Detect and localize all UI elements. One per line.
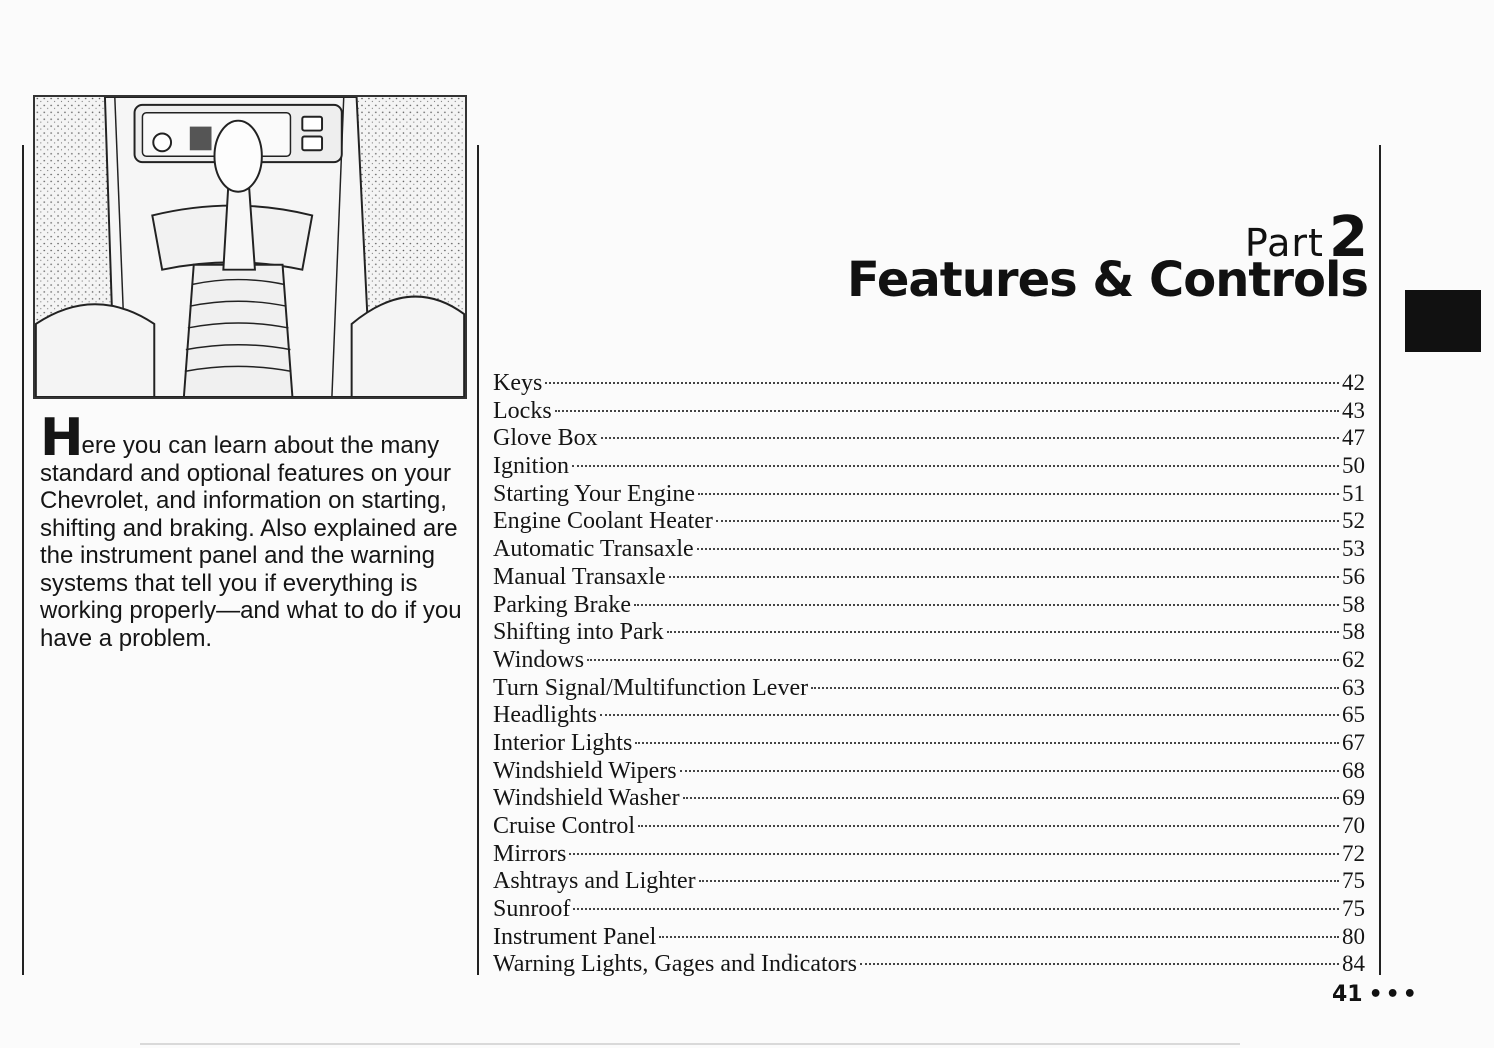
toc-page-number: 47: [1342, 425, 1365, 451]
toc-entry[interactable]: [493, 424, 1365, 452]
gear-shifter-illustration: [33, 95, 467, 399]
toc-page-number: 56: [1342, 563, 1365, 589]
dot-leader: [635, 742, 1339, 744]
toc-page-number: 58: [1342, 591, 1365, 617]
dot-leader: [683, 797, 1339, 799]
toc-page-number: 53: [1342, 536, 1365, 562]
toc-page-number: 75: [1342, 868, 1365, 894]
dot-leader: [680, 770, 1339, 772]
toc-topic: Shifting into Park: [493, 619, 664, 646]
toc-topic: Ashtrays and Lighter: [493, 868, 696, 895]
toc-topic: Interior Lights: [493, 729, 633, 756]
toc-entry[interactable]: [493, 840, 1365, 868]
toc-topic: Cruise Control: [493, 813, 635, 839]
toc-topic: Mirrors: [493, 840, 567, 867]
toc-page-number: 67: [1342, 729, 1365, 755]
toc-topic: Instrument Panel: [493, 923, 657, 950]
toc-page-number: 65: [1342, 702, 1365, 728]
toc-page-number: 58: [1342, 619, 1365, 645]
table-of-contents: [493, 369, 1365, 978]
dot-leader: [572, 465, 1339, 467]
drop-cap: H: [40, 408, 82, 468]
toc-page-number: 68: [1342, 757, 1365, 783]
gear-shifter-console-illustration: [35, 97, 465, 397]
dot-leader: [555, 410, 1339, 412]
toc-entry[interactable]: [493, 923, 1365, 951]
toc-entry[interactable]: [493, 646, 1365, 674]
toc-topic: Turn Signal/Multifunction Lever: [493, 674, 809, 701]
toc-topic: Keys: [493, 370, 543, 396]
part-number: 2: [1329, 205, 1368, 270]
toc-page-number: 70: [1342, 813, 1365, 838]
middle-column-rule: [477, 145, 479, 975]
dot-leader: [601, 437, 1339, 439]
toc-entry[interactable]: [493, 812, 1365, 840]
right-column-rule: [1379, 145, 1381, 975]
section-tab-marker: [1405, 290, 1481, 352]
toc-page-number: 50: [1342, 453, 1365, 479]
dot-leader: [697, 548, 1339, 550]
toc-entry[interactable]: [493, 452, 1365, 480]
dot-leader: [860, 963, 1339, 965]
toc-page-number: 43: [1342, 397, 1365, 423]
page-number: 41: [1332, 982, 1363, 1007]
toc-entry[interactable]: [493, 950, 1365, 978]
toc-page-number: 51: [1342, 480, 1365, 506]
toc-entry[interactable]: [493, 535, 1365, 563]
intro-paragraph: [40, 408, 470, 652]
toc-entry[interactable]: [493, 369, 1365, 397]
toc-page-number: 52: [1342, 508, 1365, 534]
toc-topic: Manual Transaxle: [493, 563, 666, 590]
dot-leader: [667, 631, 1339, 633]
dot-leader: [573, 908, 1339, 910]
left-column-rule: [22, 145, 24, 975]
toc-page-number: 80: [1342, 923, 1365, 949]
toc-topic: Starting Your Engine: [493, 480, 696, 507]
toc-page-number: 63: [1342, 674, 1365, 700]
toc-page-number: 42: [1342, 370, 1365, 395]
toc-entry[interactable]: [493, 701, 1365, 729]
toc-entry[interactable]: [493, 867, 1365, 895]
toc-entry[interactable]: [493, 784, 1365, 812]
dot-leader: [699, 880, 1339, 882]
toc-topic: Parking Brake: [493, 591, 631, 618]
dot-leader: [545, 382, 1339, 384]
toc-page-number: 69: [1342, 785, 1365, 811]
toc-entry[interactable]: [493, 757, 1365, 785]
toc-topic: Ignition: [493, 453, 569, 480]
dot-leader: [587, 659, 1339, 661]
toc-topic: Windshield Washer: [493, 785, 680, 812]
toc-entry[interactable]: [493, 729, 1365, 757]
toc-topic: Glove Box: [493, 425, 598, 452]
toc-entry[interactable]: [493, 618, 1365, 646]
dot-leader: [659, 936, 1339, 938]
dot-leader: [634, 604, 1339, 606]
dot-leader: [698, 493, 1339, 495]
toc-entry[interactable]: [493, 674, 1365, 702]
intro-text: ere you can learn about the many standard and optional features on your Chevrolet, and information on starting, shifting and braking. Also explained are the instrument panel and the warning systems that tell you if everything is working properly—and what to do if you have a problem.: [40, 432, 462, 652]
continuation-dots: •••: [1368, 982, 1420, 1007]
dot-leader: [569, 853, 1339, 855]
toc-page-number: 84: [1342, 951, 1365, 977]
dot-leader: [811, 687, 1339, 689]
toc-entry[interactable]: [493, 480, 1365, 508]
toc-page-number: 72: [1342, 840, 1365, 866]
toc-topic: Warning Lights, Gages and Indicators: [493, 951, 857, 978]
toc-entry[interactable]: [493, 591, 1365, 619]
dot-leader: [600, 714, 1339, 716]
dot-leader: [669, 576, 1339, 578]
dot-leader: [716, 520, 1339, 522]
toc-page-number: 62: [1342, 646, 1365, 672]
toc-topic: Engine Coolant Heater: [493, 508, 713, 535]
toc-topic: Sunroof: [493, 896, 571, 923]
toc-entry[interactable]: [493, 563, 1365, 591]
part-word: Part: [1244, 221, 1324, 265]
toc-topic: Locks: [493, 397, 552, 424]
dot-leader: [638, 825, 1339, 827]
page-bottom-edge: [140, 1043, 1240, 1045]
toc-topic: Windows: [493, 646, 585, 673]
section-title: Features & Controls: [847, 252, 1368, 308]
toc-entry[interactable]: [493, 507, 1365, 535]
toc-topic: Automatic Transaxle: [493, 536, 694, 563]
toc-page-number: 75: [1342, 896, 1365, 922]
toc-topic: Headlights: [493, 702, 597, 729]
toc-entry[interactable]: [493, 397, 1365, 425]
toc-entry[interactable]: [493, 895, 1365, 923]
page-footer: [1332, 982, 1420, 1007]
toc-topic: Windshield Wipers: [493, 757, 677, 784]
